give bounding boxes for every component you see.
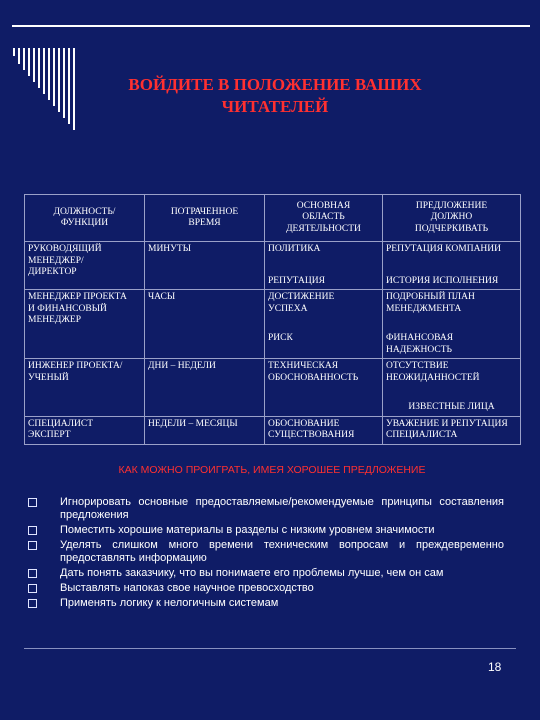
list-item xyxy=(28,496,504,522)
list-item xyxy=(28,524,504,537)
cell-text: НАДЕЖНОСТЬ xyxy=(386,344,452,355)
list-item-text: Выставлять напоказ свое научное превосходство xyxy=(60,582,314,594)
cell-text: УВАЖЕНИЕ И РЕПУТАЦИЯ xyxy=(386,418,508,429)
cell-text: ФИНАНСОВАЯ xyxy=(386,333,454,343)
cell-text: УСПЕХА xyxy=(268,303,308,314)
role-cell xyxy=(25,290,145,359)
list-item xyxy=(28,582,504,595)
footer-divider xyxy=(24,648,516,649)
header-cell xyxy=(25,195,145,242)
header-cell xyxy=(145,195,265,242)
cell-text: ДИРЕКТОР xyxy=(28,267,77,277)
header-cell xyxy=(383,195,521,242)
cell-text: МЕНЕДЖЕР xyxy=(28,315,81,325)
page-title xyxy=(60,74,490,118)
square-bullet-icon xyxy=(28,526,37,535)
header-text: ПОТРАЧЕННОЕ xyxy=(170,206,239,217)
cell-text: НЕДЕЛИ – МЕСЯЦЫ xyxy=(148,418,238,429)
header-cell xyxy=(265,195,383,242)
header-text: ПРЕДЛОЖЕНИЕ xyxy=(415,200,488,211)
cell-text: ДНИ – НЕДЕЛИ xyxy=(148,361,216,371)
cell-text: СПЕЦИАЛИСТ xyxy=(28,418,94,429)
header-text: ДОЛЖНОСТЬ/ xyxy=(53,206,116,217)
time-cell xyxy=(145,242,265,290)
area-cell xyxy=(265,242,383,290)
table-header-row xyxy=(25,195,521,242)
header-text: ДОЛЖНО xyxy=(430,212,473,223)
cell-text: ИЗВЕСТНЫЕ ЛИЦА xyxy=(408,402,495,412)
cell-text: СУЩЕСТВОВАНИЯ xyxy=(268,430,355,440)
cell-text: ТЕХНИЧЕСКАЯ xyxy=(268,361,339,371)
cell-text: ОБОСНОВАНИЕ xyxy=(268,418,340,429)
list-item-text: Уделять слишком много времени техническим вопросам и преждевременно предоставлять информацию xyxy=(60,539,504,564)
role-cell xyxy=(25,416,145,444)
cell-text: ПОЛИТИКА xyxy=(268,244,321,254)
section-subtitle: КАК МОЖНО ПРОИГРАТЬ, ИМЕЯ ХОРОШЕЕ ПРЕДЛОЖЕНИЕ xyxy=(118,464,426,476)
cell-text: ОТСУТСТВИЕ xyxy=(386,361,449,371)
title-line-2: ЧИТАТЕЛЕЙ xyxy=(221,97,329,116)
square-bullet-icon xyxy=(28,498,37,507)
cell-text: РЕПУТАЦИЯ КОМПАНИИ xyxy=(386,244,502,254)
table-row xyxy=(25,242,521,290)
role-cell xyxy=(25,359,145,417)
reader-positions-table xyxy=(24,194,521,445)
table-row xyxy=(25,290,521,359)
cell-text: ЭКСПЕРТ xyxy=(28,430,71,440)
cell-text: РУКОВОДЯЩИЙ xyxy=(28,244,102,254)
header-text: ОБЛАСТЬ xyxy=(302,212,345,223)
cell-text: ПОДРОБНЫЙ ПЛАН xyxy=(386,292,475,302)
header-text: ДЕЯТЕЛЬНОСТИ xyxy=(286,223,361,234)
header-text: ПОДЧЕРКИВАТЬ xyxy=(414,223,489,234)
cell-text: УЧЕНЫЙ xyxy=(28,372,69,383)
cell-text: НЕОЖИДАННОСТЕЙ xyxy=(386,372,480,383)
header-text: ОСНОВНАЯ xyxy=(296,200,351,211)
area-cell xyxy=(265,416,383,444)
area-cell xyxy=(265,290,383,359)
time-cell xyxy=(145,290,265,359)
cell-text: ИСТОРИЯ ИСПОЛНЕНИЯ xyxy=(386,275,499,286)
cell-text: МЕНЕДЖЕР ПРОЕКТА xyxy=(28,292,127,302)
area-cell xyxy=(265,359,383,417)
cell-text: РИСК xyxy=(268,333,293,343)
cell-text: ИНЖЕНЕР ПРОЕКТА/ xyxy=(28,361,123,371)
square-bullet-icon xyxy=(28,541,37,550)
decorative-corner-lines xyxy=(0,0,540,140)
emphasis-cell xyxy=(383,290,521,359)
emphasis-cell xyxy=(383,416,521,444)
cell-text: ДОСТИЖЕНИЕ xyxy=(268,292,335,302)
header-text: ФУНКЦИИ xyxy=(60,218,109,228)
list-item-text: Поместить хорошие материалы в разделы с низким уровнем значимости xyxy=(60,524,435,536)
cell-text: ЧАСЫ xyxy=(148,292,176,302)
cell-text: СПЕЦИАЛИСТА xyxy=(386,430,458,440)
table-row xyxy=(25,359,521,417)
list-item-text: Применять логику к нелогичным системам xyxy=(60,597,279,609)
cell-text: ОБОСНОВАННОСТЬ xyxy=(268,372,359,383)
cell-text: МЕНЕДЖЕР/ xyxy=(28,255,84,266)
list-item-text: Игнорировать основные предоставляемые/рекомендуемые принципы составления предложения xyxy=(60,496,504,521)
title-line-1: ВОЙДИТЕ В ПОЛОЖЕНИЕ ВАШИХ xyxy=(128,75,422,94)
list-item xyxy=(28,539,504,565)
page-number: 18 xyxy=(488,660,502,674)
emphasis-cell xyxy=(383,359,521,417)
list-item-text: Дать понять заказчику, что вы понимаете его проблемы лучше, чем он сам xyxy=(60,567,444,579)
cell-text: РЕПУТАЦИЯ xyxy=(268,275,325,286)
bullet-list xyxy=(28,496,504,612)
time-cell xyxy=(145,416,265,444)
list-item xyxy=(28,567,504,580)
list-item xyxy=(28,597,504,610)
role-cell xyxy=(25,242,145,290)
emphasis-cell xyxy=(383,242,521,290)
cell-text: МИНУТЫ xyxy=(148,244,191,254)
header-text: ВРЕМЯ xyxy=(188,218,221,228)
table-row xyxy=(25,416,521,444)
square-bullet-icon xyxy=(28,599,37,608)
cell-text: МЕНЕДЖМЕНТА xyxy=(386,303,462,314)
time-cell xyxy=(145,359,265,417)
cell-text: И ФИНАНСОВЫЙ xyxy=(28,303,107,314)
square-bullet-icon xyxy=(28,569,37,578)
square-bullet-icon xyxy=(28,584,37,593)
